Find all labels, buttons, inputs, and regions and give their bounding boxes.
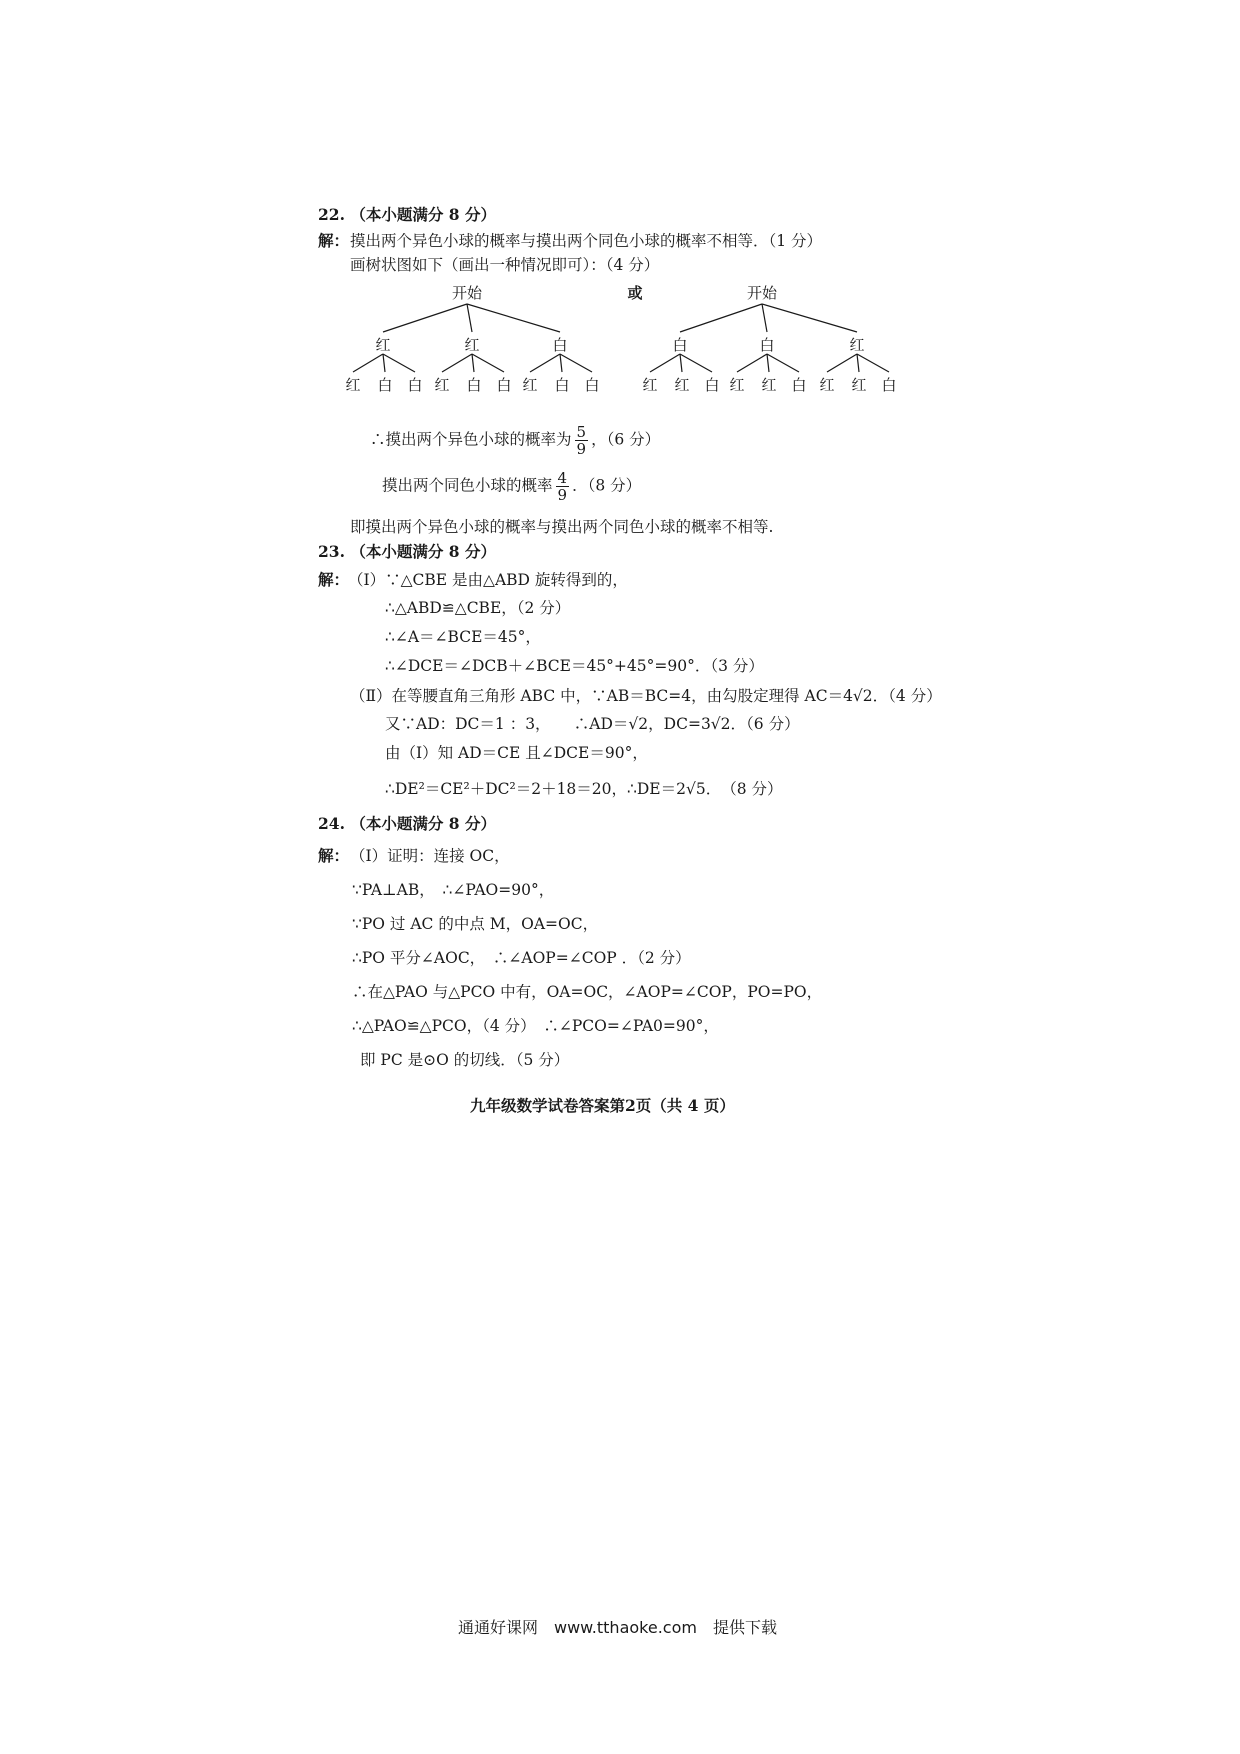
q22-header: 22. （本小题满分 8 分） — [318, 205, 496, 224]
tree-right-leaf: 红 — [642, 376, 658, 394]
q23-line6: 又∵AD：DC＝1 ：3， ∴AD＝√2，DC=3√2．（6 分） — [385, 715, 800, 733]
fraction-five-ninths — [575, 424, 589, 457]
q24-line4: ∴PO 平分∠AOC， ∴∠AOP=∠COP ．（2 分） — [352, 949, 691, 967]
tree-right-l1-1: 白 — [759, 336, 775, 354]
q23-line7: 由（Ⅰ）知 AD＝CE 且∠DCE＝90°， — [385, 744, 648, 762]
q23-line4: ∴∠DCE＝∠DCB＋∠BCE＝45°+45°=90°．（3 分） — [385, 657, 764, 675]
q22-prob-same — [382, 470, 641, 503]
tree-left-l1-1: 红 — [464, 336, 480, 354]
fraction-denominator: 9 — [557, 486, 568, 504]
q24-header: 24. （本小题满分 8 分） — [318, 814, 496, 833]
tree-left-leaf: 白 — [496, 376, 512, 394]
tree-left-l1-2: 白 — [552, 336, 568, 354]
tree-left-leaf: 白 — [377, 376, 393, 394]
q22-jie-label: 解： — [318, 231, 350, 250]
tree-right-l1-2: 红 — [849, 336, 865, 354]
q22-conclusion: 即摸出两个异色小球的概率与摸出两个同色小球的概率不相等. — [350, 518, 774, 536]
tree-right-leaf: 红 — [674, 376, 690, 394]
tree-left-leaf: 白 — [584, 376, 600, 394]
tree-left-leaf: 红 — [345, 376, 361, 394]
tree-right-root: 开始 — [746, 284, 778, 302]
tree-right-leaf: 白 — [791, 376, 807, 394]
fraction-numerator: 4 — [557, 469, 568, 487]
tree-left-leaf: 红 — [522, 376, 538, 394]
tree-right-leaf: 红 — [729, 376, 745, 394]
q23-line1: （Ⅰ）∵△CBE 是由△ABD 旋转得到的， — [348, 571, 628, 589]
page-footer: 九年级数学试卷答案第2页（共 4 页） — [470, 1096, 735, 1115]
q24-line3: ∵PO 过 AC 的中点 M，OA=OC， — [352, 915, 599, 933]
q22-prob-diff-prefix: ∴摸出两个异色小球的概率为 — [370, 430, 572, 449]
q24-jie-label: 解： — [318, 846, 350, 865]
q24-line7: 即 PC 是⊙O 的切线．（5 分） — [360, 1051, 570, 1069]
q22-line2: 画树状图如下（画出一种情况即可）：（4 分） — [350, 256, 660, 274]
q24-line1: （Ⅰ）证明：连接 OC， — [350, 847, 510, 865]
q22-prob-same-prefix: 摸出两个同色小球的概率 — [382, 476, 553, 495]
tree-left-leaf: 白 — [466, 376, 482, 394]
q23-header: 23. （本小题满分 8 分） — [318, 542, 496, 561]
tree-right-l1-0: 白 — [672, 336, 688, 354]
site-footer: 通通好课网 www.tthaoke.com 提供下载 — [458, 1618, 777, 1637]
tree-left-leaf: 白 — [407, 376, 423, 394]
q22-prob-same-suffix: ．（8 分） — [572, 476, 642, 495]
fraction-denominator: 9 — [576, 440, 587, 458]
tree-right-leaf: 红 — [761, 376, 777, 394]
q24-line6: ∴△PAO≌△PCO，（4 分） ∴∠PCO=∠PA0=90°， — [352, 1017, 719, 1035]
q24-line5: ∴在△PAO 与△PCO 中有，OA=OC，∠AOP=∠COP，PO=PO， — [352, 983, 823, 1001]
tree-diagrams — [0, 0, 1240, 420]
tree-right-leaf: 红 — [851, 376, 867, 394]
fraction-four-ninths — [556, 470, 570, 503]
q23-line8: ∴DE²＝CE²＋DC²＝2＋18＝20，∴DE＝2√5． （8 分） — [385, 780, 783, 798]
tree-left-l1-0: 红 — [375, 336, 391, 354]
tree-or-label: 或 — [627, 284, 643, 302]
q22-prob-diff-suffix: ，（6 分） — [591, 430, 661, 449]
q23-line2: ∴△ABD≌△CBE，（2 分） — [385, 599, 571, 617]
q24-line2: ∵PA⊥AB， ∴∠PAO=90°， — [352, 881, 555, 899]
tree-left-root: 开始 — [451, 284, 483, 302]
tree-left-leaf: 红 — [434, 376, 450, 394]
fraction-numerator: 5 — [576, 423, 587, 441]
q23-line3: ∴∠A＝∠BCE＝45°， — [385, 628, 541, 646]
tree-right-leaf: 白 — [704, 376, 720, 394]
tree-right-leaf: 白 — [881, 376, 897, 394]
q23-line5: （Ⅱ）在等腰直角三角形 ABC 中，∵AB＝BC=4，由勾股定理得 AC＝4√2．（4 分） — [350, 687, 942, 705]
tree-right-leaf: 红 — [819, 376, 835, 394]
q23-jie-label: 解： — [318, 570, 350, 589]
tree-left-leaf: 白 — [554, 376, 570, 394]
q22-line1: 摸出两个异色小球的概率与摸出两个同色小球的概率不相等．（1 分） — [350, 232, 823, 250]
q22-prob-different — [370, 424, 660, 457]
